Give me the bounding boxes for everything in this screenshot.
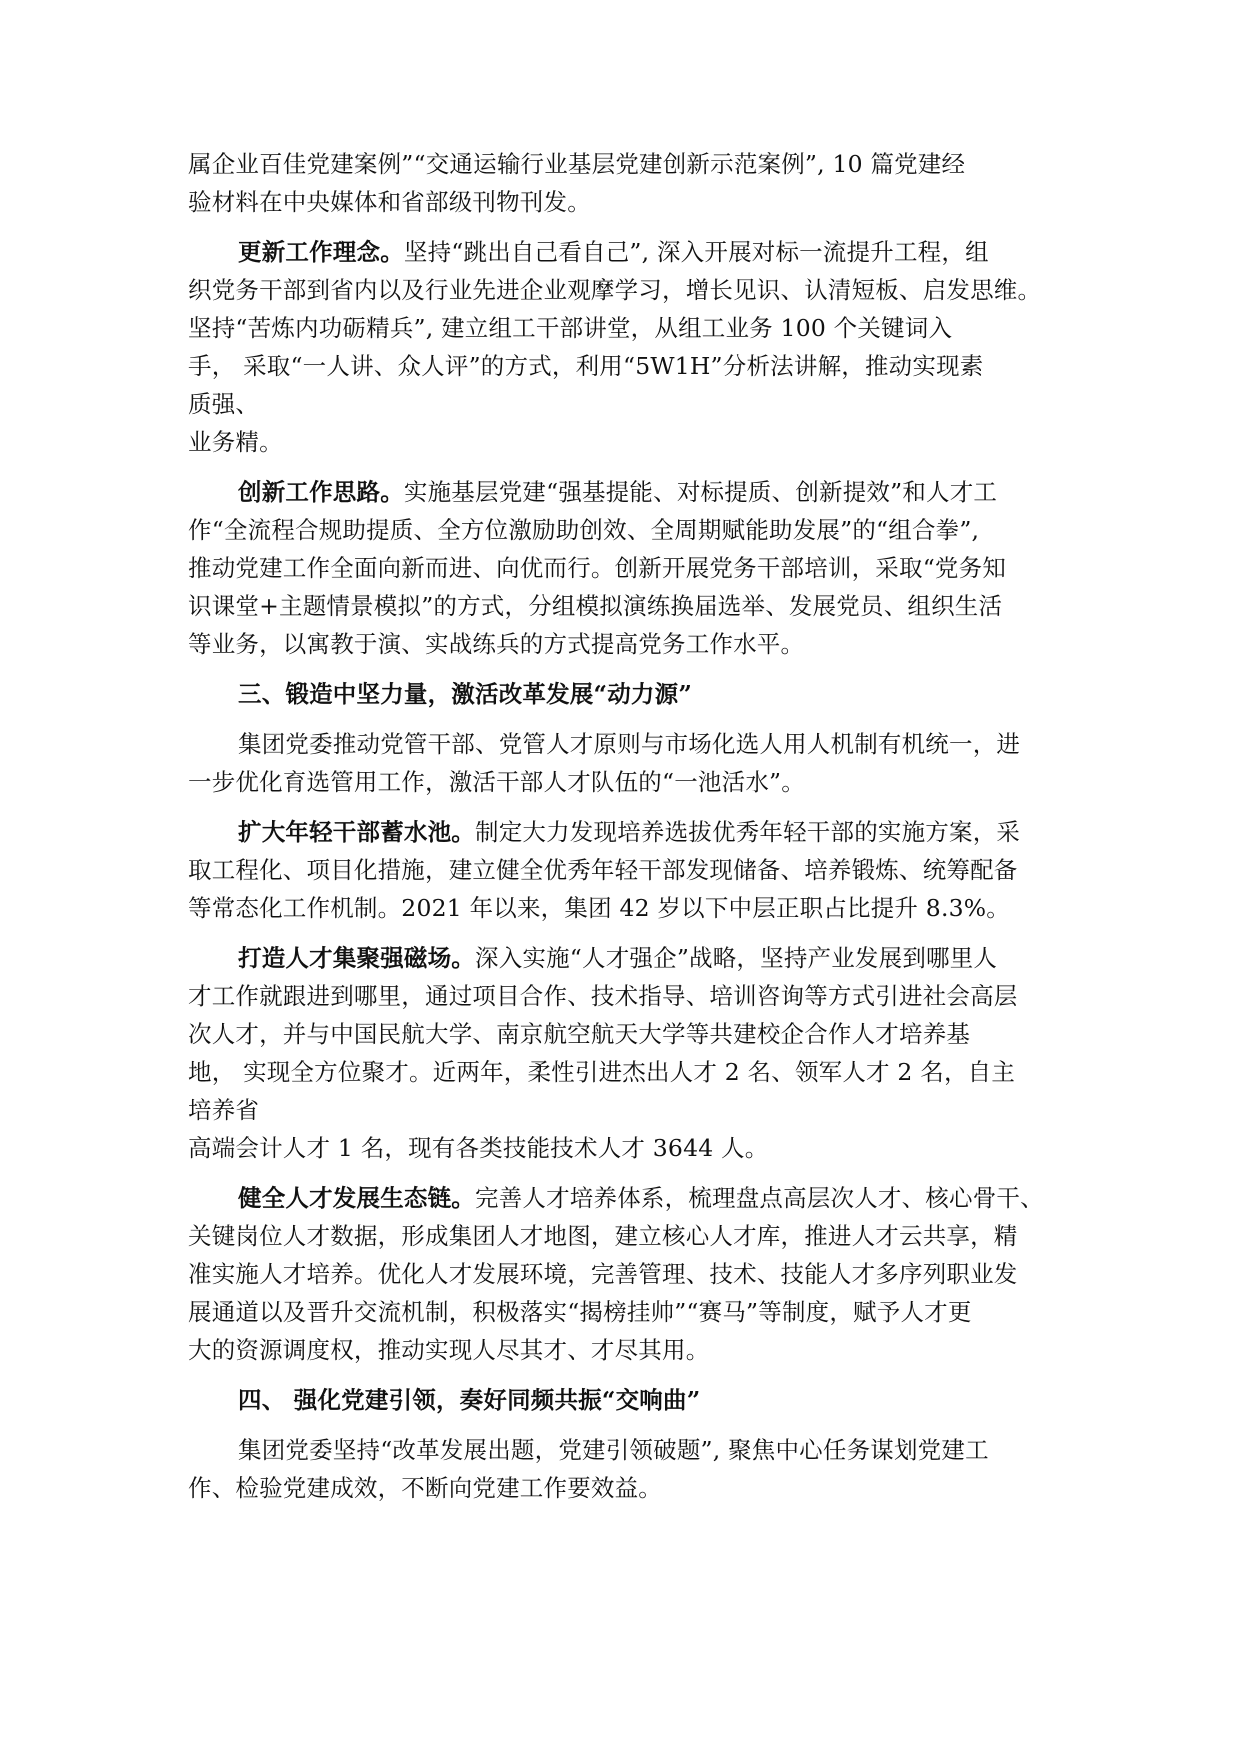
paragraph-lead: 创新工作思路。	[238, 478, 404, 506]
paragraph-talent-magnet	[188, 939, 1054, 1167]
paragraph-update-work-concept	[188, 233, 1054, 461]
text-line: 实施基层党建“强基提能、对标提质、创新提效”和人才工	[403, 478, 998, 506]
paragraph-young-cadre-pool	[188, 813, 1054, 927]
section-heading-four: 四、 强化党建引领，奏好同频共振“交响曲”	[238, 1386, 701, 1414]
text-line: 属企业百佳党建案例”“交通运输行业基层党建创新示范案例”, 10 篇党建经	[188, 150, 966, 178]
text-line: 识课堂+主题情景模拟”的方式，分组模拟演练换届选举、发展党员、组织生活	[188, 592, 1003, 620]
text-line: 才工作就跟进到哪里，通过项目合作、技术指导、培训咨询等方式引进社会高层	[188, 982, 1018, 1010]
text-line: 制定大力发现培养选拔优秀年轻干部的实施方案，采	[475, 818, 1021, 846]
text-line: 次人才，并与中国民航大学、南京航空航天大学等共建校企合作人才培养基	[188, 1020, 971, 1048]
text-line: 业务精。	[188, 428, 283, 456]
text-line: 质强、	[188, 390, 260, 418]
paragraph-talent-ecosystem	[188, 1179, 1054, 1369]
text-line: 集团党委推动党管干部、党管人才原则与市场化选人用人机制有机统一，进	[238, 730, 1021, 758]
text-line: 集团党委坚持“改革发展出题，党建引领破题”, 聚焦中心任务谋划党建工	[238, 1436, 989, 1464]
text-line: 等常态化工作机制。2021 年以来，集团 42 岁以下中层正职占比提升 8.3%。	[188, 894, 1010, 922]
text-line: 织党务干部到省内以及行业先进企业观摩学习，增长见识、认清短板、启发思维。	[188, 276, 1042, 304]
text-line: 作、检验党建成效，不断向党建工作要效益。	[188, 1474, 662, 1502]
text-line: 手， 采取“一人讲、众人评”的方式，利用“5W1H”分析法讲解，推动实现素	[188, 352, 984, 380]
section-heading-three: 三、锻造中坚力量，激活改革发展“动力源”	[238, 680, 693, 708]
text-line: 等业务，以寓教于演、实战练兵的方式提高党务工作水平。	[188, 630, 805, 658]
text-line: 一步优化育选管用工作，激活干部人才队伍的“一池活水”。	[188, 768, 805, 796]
text-line: 准实施人才培养。优化人才发展环境，完善管理、技术、技能人才多序列职业发	[188, 1260, 1018, 1288]
paragraph-innovate-work-thinking	[188, 473, 1054, 663]
text-line: 培养省	[188, 1096, 260, 1124]
text-line: 完善人才培养体系，梳理盘点高层次人才、核心骨干、	[475, 1184, 1044, 1212]
text-line: 高端会计人才 1 名，现有各类技能技术人才 3644 人。	[188, 1134, 769, 1162]
text-line: 作“全流程合规助提质、全方位激励助创效、全周期赋能助发展”的“组合拳”,	[188, 516, 980, 544]
text-line: 推动党建工作全面向新而进、向优而行。创新开展党务干部培训，采取“党务知	[188, 554, 1007, 582]
text-line: 取工程化、项目化措施，建立健全优秀年轻干部发现储备、培养锻炼、统筹配备	[188, 856, 1018, 884]
text-line: 坚持“跳出自己看自己”, 深入开展对标一流提升工程，组	[403, 238, 989, 266]
paragraph-lead: 健全人才发展生态链。	[238, 1184, 475, 1212]
document-page	[188, 145, 1054, 1507]
paragraph-continuation	[188, 145, 1054, 221]
paragraph-lead: 扩大年轻干部蓄水池。	[238, 818, 475, 846]
text-line: 关键岗位人才数据，形成集团人才地图，建立核心人才库，推进人才云共享，精	[188, 1222, 1018, 1250]
text-line: 坚持“苦炼内功砺精兵”, 建立组工干部讲堂，从组工业务 100 个关键词入	[188, 314, 953, 342]
text-line: 深入实施“人才强企”战略，坚持产业发展到哪里人	[475, 944, 998, 972]
text-line: 展通道以及晋升交流机制，积极落实“揭榜挂帅”“赛马”等制度，赋予人才更	[188, 1298, 972, 1326]
paragraph-lead: 更新工作理念。	[238, 238, 404, 266]
paragraph-section-three-intro	[188, 725, 1054, 801]
text-line: 地， 实现全方位聚才。近两年，柔性引进杰出人才 2 名、领军人才 2 名，自主	[188, 1058, 1016, 1086]
paragraph-section-four-intro	[188, 1431, 1054, 1507]
paragraph-lead: 打造人才集聚强磁场。	[238, 944, 475, 972]
text-line: 验材料在中央媒体和省部级刊物刊发。	[188, 188, 591, 216]
text-line: 大的资源调度权，推动实现人尽其才、才尽其用。	[188, 1336, 710, 1364]
